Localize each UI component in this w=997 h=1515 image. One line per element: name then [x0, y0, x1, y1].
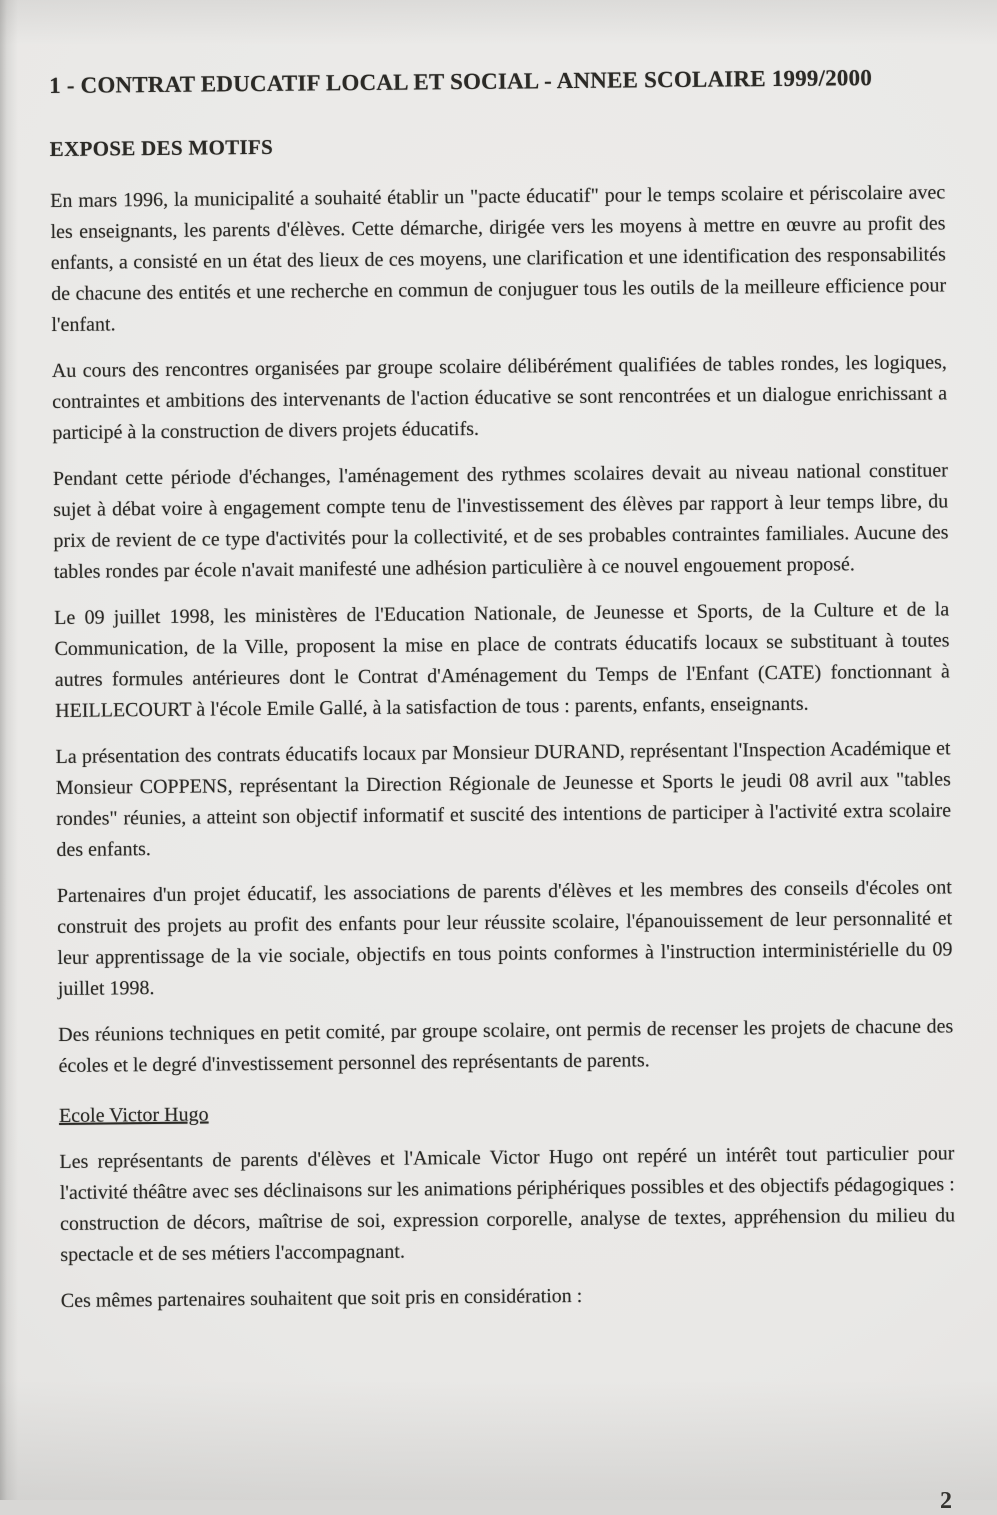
paragraph-pacte-educatif: En mars 1996, la municipalité a souhaité établir un "pacte éducatif" pour le temps scolaire et périscolaire avec les enseignants, les parents d'élèves. Cette démarche, dirigée vers les moyens à mettre en œuvre au profit des enfants, a consisté en un état des lieux de ces moyens, une clarification et une identification des responsabilités de chacune des entités et une recherche en commun de conjuguer tous les outils de la meilleure efficience pour l'enfant.: [50, 181, 947, 336]
ecole-victor-hugo-heading: Ecole Victor Hugo: [58, 1103, 209, 1127]
page-number: 2: [940, 1488, 952, 1514]
paragraph-rythmes-scolaires: Pendant cette période d'échanges, l'aménagement des rythmes scolaires devait au niveau national constituer sujet à débat voire à engagement compte tenu de l'investissement des élèves par rapport à leur temps libre, du prix de revient de ce type d'activités pour la collectivité, et de ses probables contraintes familiales. Aucune des tables rondes par école n'avait manifesté une adhésion particulière à ce nouvel engouement proposé.: [52, 459, 949, 583]
paragraph-tables-rondes: Au cours des rencontres organisées par groupe scolaire délibérément qualifiées de tables rondes, les logiques, contraintes et ambitions des intervenants de l'action éducative se sont rencontrées et un dialogue enrichissant a participé à la construction de divers projets éducatifs.: [51, 351, 948, 444]
document-content: [49, 63, 956, 1317]
paragraph-reunions-techniques: Des réunions techniques en petit comité, par groupe scolaire, ont permis de recenser les projets de chacune des écoles et le degré d'investissement personnel des représentants de parents.: [58, 1015, 954, 1077]
closing-line: Ces mêmes partenaires souhaitent que soit pris en considération :: [60, 1284, 583, 1312]
paragraph-partenaires-projet: Partenaires d'un projet éducatif, les associations de parents d'élèves et les membres des conseils d'écoles ont construit des projets au profit des enfants pour leur réussite scolaire, l'épanouissement de leur personnalité et leur apprentissage de la vie sociale, objectifs en tous points conformes à l'instruction interministérielle du 09 juillet 1998.: [56, 876, 953, 1000]
paragraph-ministeres-1998: Le 09 juillet 1998, les ministères de l'Education Nationale, de Jeunesse et Sports, de la Culture et de la Communication, de la Ville, proposent la mise en place de contrats éducatifs locaux se substituant à toutes autres formules antérieures dont le Contrat d'Aménagement du Temps de l'Enfant (CATE) fonctionnant à HEILLECOURT à l'école Emile Gallé, à la satisfaction de tous : parents, enfants, enseignants.: [54, 598, 950, 722]
paragraph-ecole-victor-hugo: Les représentants de parents d'élèves et l'Amicale Victor Hugo ont repéré un intérêt tout particulier pour l'activité théâtre avec ses déclinaisons sur les animations périphériques possibles et des objectifs pédagogiques : construction de décors, maîtrise de soi, expression corporelle, analyse de textes, appréhension du milieu du spectacle et de ses métiers l'accompagnant.: [59, 1142, 956, 1266]
paragraph-presentation-contrats: La présentation des contrats éducatifs locaux par Monsieur DURAND, représentant l'Inspection Académique et Monsieur COPPENS, représentant la Direction Régionale de Jeunesse et Sports le jeudi 08 avril aux "tables rondes" réunies, a atteint son objectif informatif et suscité des intentions de participer à l'activité extra scolaire des enfants.: [55, 737, 952, 861]
document-title: 1 - CONTRAT EDUCATIF LOCAL ET SOCIAL - ANNEE SCOLAIRE 1999/2000: [49, 65, 873, 98]
expose-des-motifs-heading: EXPOSE DES MOTIFS: [49, 134, 274, 161]
